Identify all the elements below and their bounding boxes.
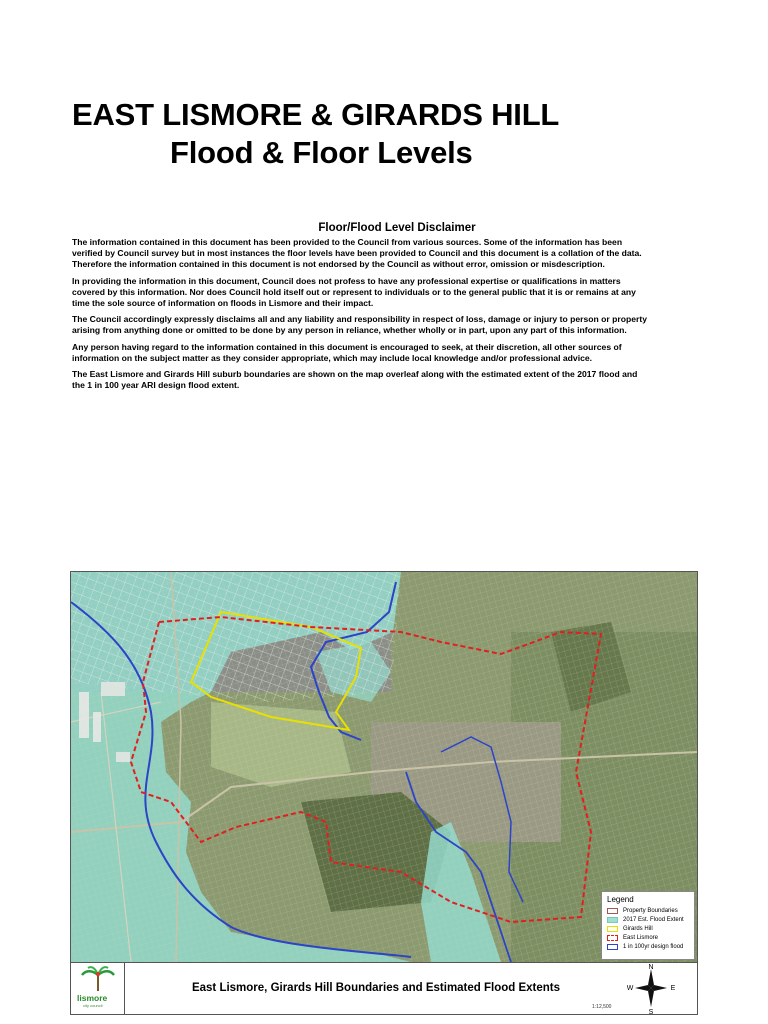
logo-wordmark: lismore xyxy=(77,993,108,1003)
legend-item-property-boundaries xyxy=(607,906,689,915)
north-arrow-icon xyxy=(627,963,697,1014)
legend-label: 2017 Est. Flood Extent xyxy=(623,916,684,923)
map-legend xyxy=(601,891,695,960)
legend-item-girards-hill xyxy=(607,924,689,933)
disclaimer-heading: Floor/Flood Level Disclaimer xyxy=(318,222,476,234)
logo-tagline: city council xyxy=(83,1003,103,1008)
compass-s: S xyxy=(648,1009,654,1014)
disclaimer-body xyxy=(72,237,650,396)
legend-label: 1 in 100yr design flood xyxy=(623,943,684,950)
map-scale: 1:12,500 xyxy=(592,1004,612,1010)
document-title-line1: EAST LISMORE & GIRARDS HILL xyxy=(72,97,560,132)
disclaimer-paragraph: The Council accordingly expressly disclaims all and any liability and responsibility in respect of loss, damage or injury to person or property arising from anything done or omitted to be done by any person in reliance, whether wholly or in part, upon any part of this information. xyxy=(72,314,647,336)
legend-label: Girards Hill xyxy=(623,925,653,932)
legend-label: East Lismore xyxy=(623,934,659,941)
disclaimer-paragraph: The information contained in this document has been provided to the Council from various sources. Some of the information has been verified by Council survey but in most instances the floor levels have been provided to Council and this document is a collation of the data. Therefore the information contained in this document is not endorsed by the Council as without error, omission or misdescription. xyxy=(72,237,642,270)
council-logo xyxy=(71,963,125,1014)
map-footer xyxy=(71,962,697,1014)
flood-extent-swatch xyxy=(607,917,618,923)
disclaimer-paragraph: The East Lismore and Girards Hill suburb boundaries are shown on the map overleaf along with the estimated extent of the 2017 flood and the 1 in 100 year ARI design flood extent. xyxy=(72,369,638,391)
compass-w: W xyxy=(627,985,634,992)
property-boundary-swatch xyxy=(607,908,618,914)
aerial-map xyxy=(71,572,697,962)
legend-item-flood-extent xyxy=(607,915,689,924)
legend-item-design-flood xyxy=(607,942,689,951)
compass-e: E xyxy=(670,985,676,992)
legend-label: Property Boundaries xyxy=(623,907,678,914)
compass-n: N xyxy=(648,964,654,971)
east-lismore-swatch xyxy=(607,935,618,941)
disclaimer-paragraph: Any person having regard to the information contained in this document is encouraged to seek, at their discretion, all other sources of information on the subject matter as they consider appropriate, which may include local knowledge and/or professional advice. xyxy=(72,341,622,363)
disclaimer-paragraph: In providing the information in this document, Council does not profess to have any professional expertise or qualifications in matters covered by this information. Nor does Council hold itself out or represent to individuals or to the general public that it is or remains at any time the sole source of information on floods in Lismore and their impact. xyxy=(72,275,636,309)
girards-hill-swatch xyxy=(607,926,618,932)
legend-item-east-lismore xyxy=(607,933,689,942)
palm-tree-icon xyxy=(71,963,125,993)
legend-title: Legend xyxy=(607,895,634,904)
design-flood-swatch xyxy=(607,944,618,950)
flood-map-figure xyxy=(70,571,698,1015)
document-title-line2: Flood & Floor Levels xyxy=(170,135,473,170)
map-caption: East Lismore, Girards Hill Boundaries and Estimated Flood Extents xyxy=(191,982,561,994)
